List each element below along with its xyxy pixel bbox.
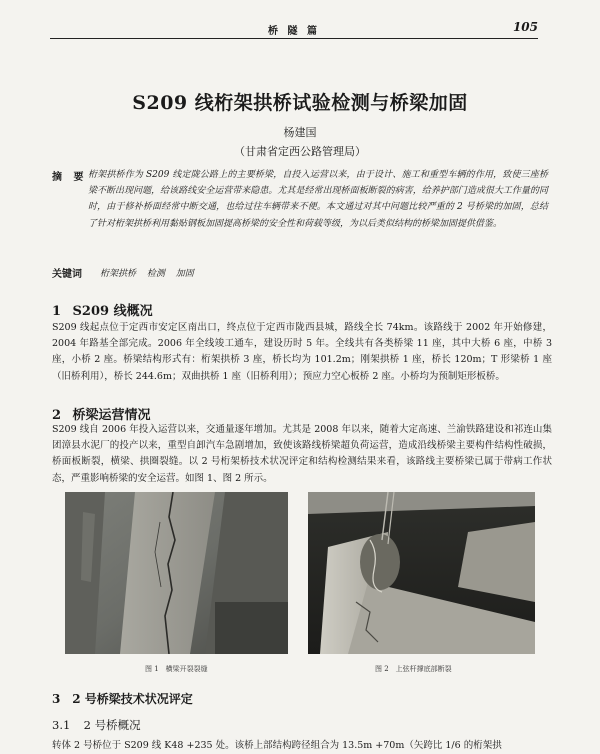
section-2-number: 2 [52,408,62,423]
running-header [50,20,538,39]
figure-1-caption: 图 1 横梁开裂裂缝 [145,665,208,673]
paper-title: S209 线桁架拱桥试验检测与桥梁加固 [132,92,468,114]
subsection-3-1-title: 2 号桥概况 [83,718,141,732]
section-1-number: 1 [52,304,62,319]
author-affiliation: （甘肃省定西公路管理局） [234,145,366,158]
figure-2-image [308,492,535,654]
abstract-text: 桁架拱桥作为 S209 线定陇公路上的主要桥梁，自投入运营以来，由于设计、施工和重型车辆的作用，致使三座桥梁不断出现问题，给该路线安全运营带来隐患。尤其是经常出现桥面板断裂的病害，给养护部门造成很大工作量的同时，由于修补桥面经常中断交通，也给过往车辆带来不便。本文通过对其中问题比较严重的 2 号桥梁的加固，总结了针对桁架拱桥利用黏贴钢板加固提高桥梁的安全性和荷载等级，为以后类似结构的桥梁加固提供借鉴。 [88,170,548,229]
section-3-heading [52,690,193,707]
figure-1-photo [65,492,288,654]
author-name: 杨建国 [283,126,317,139]
subsection-3-1-heading [52,717,141,733]
section-3-1-text: 转体 2 号桥位于 S209 线 K48 +235 处。该桥上部结构跨径组合为 13.5m +70m（矢跨比 1/6 的桁架拱 [52,740,502,751]
subsection-3-1-number: 3.1 [52,718,71,732]
section-2-title: 桥梁运营情况 [72,408,151,423]
section-2-text: S209 线自 2006 年投入运营以来，交通量逐年增加。尤其是 2008 年以来，随着大定高速、兰渝铁路建设和祁连山集团漳县水泥厂的投产以来，重型自卸汽车急剧增加，致使该路线桥梁超负荷运营，造成沿线桥梁主要构件结构性破损，桥面板断裂，横梁、拱圈裂缝。以 2 号桁架桥技术状况评定和结构检测结果来看，该路线主要桥梁已属于带病工作状态，严重影响桥梁的安全运营。如图 1、图 2 所示。 [52,424,552,484]
keywords-label: 关键词 [52,269,82,280]
section-1-heading [52,300,153,319]
figure-2-caption: 图 2 上弦杆撑底部断裂 [375,665,452,673]
abstract-label: 摘 要 [52,172,88,183]
section-1-title: S209 线概况 [72,304,153,319]
section-3-number: 3 [52,692,61,706]
section-2-heading [52,404,151,423]
page-number: 105 [512,20,538,34]
section-1-text: S209 线起点位于定西市安定区南出口，终点位于定西市陇西县城，路线全长 74km。该路线于 2002 年开始修建，2004 年路基全部完成。2006 年全线竣工通车，建设历时 5 年。全线共有各类桥梁 11 座，其中大桥 6 座，中桥 3 座，小桥 2 座。桥梁结构形式有：桁架拱桥 3 座，桥长均为 101.2m；刚架拱桥 1 座，桥长 120m；T 形梁桥 1 座（旧桥利用），桥长 244.6m；双曲拱桥 1 座（旧桥利用）；预应力空心板桥 2 座。小桥均为预制矩形板桥。 [52,322,552,382]
figure-1-image [65,492,288,654]
keywords-text: 桁架拱桥 检测 加固 [100,269,194,279]
section-3-title: 2 号桥梁技术状况评定 [72,692,193,706]
running-title: 桥 隧 篇 [268,26,320,37]
figure-2-photo [308,492,535,654]
